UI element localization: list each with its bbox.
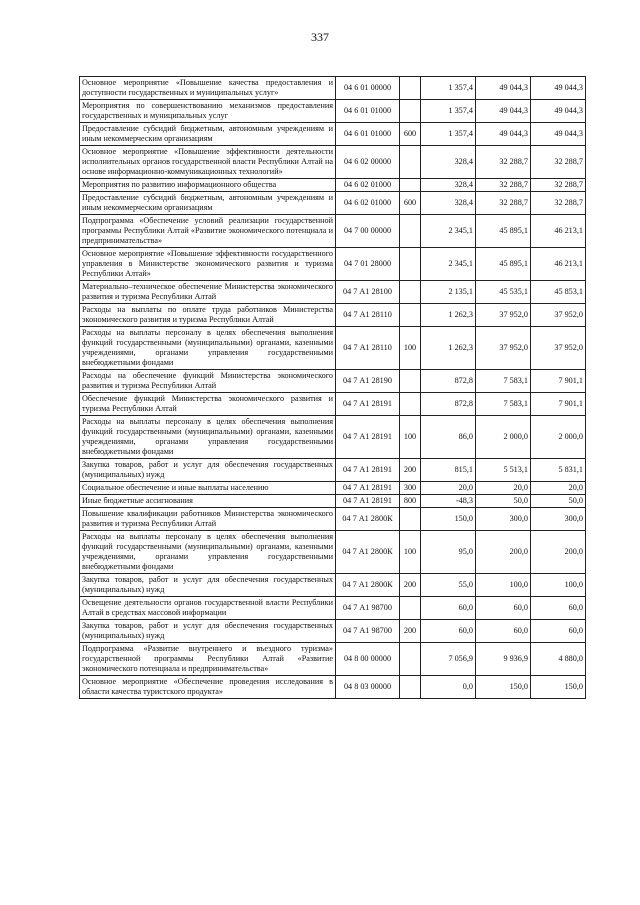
- row-expense-type-cell: [400, 215, 421, 248]
- row-code-cell: 04 7 А1 28191: [336, 393, 400, 416]
- row-code-cell: 04 7 А1 28191: [336, 495, 400, 508]
- row-code-cell: 04 7 А1 28100: [336, 281, 400, 304]
- table-row: [80, 531, 586, 574]
- row-amount-year1-cell: 1 357,4: [421, 123, 476, 146]
- row-amount-year2-cell: 300,0: [476, 508, 531, 531]
- row-code-cell: 04 7 А1 28191: [336, 459, 400, 482]
- row-amount-year2-cell: 49 044,3: [476, 123, 531, 146]
- row-name-cell: Основное мероприятие «Повышение эффективности деятельности исполнительных органов государственной власти Республики Алтай на основе информационно-коммуникационных технологий»: [80, 146, 336, 179]
- row-amount-year3-cell: 60,0: [531, 620, 586, 643]
- row-name-cell: Освещение деятельности органов государственной власти Республики Алтай в средствах массовой информации: [80, 597, 336, 620]
- row-amount-year3-cell: 2 000,0: [531, 416, 586, 459]
- row-code-cell: 04 7 00 00000: [336, 215, 400, 248]
- row-amount-year3-cell: 60,0: [531, 597, 586, 620]
- row-expense-type-cell: [400, 179, 421, 192]
- table-row: [80, 146, 586, 179]
- table-row: [80, 215, 586, 248]
- row-amount-year2-cell: 37 952,0: [476, 327, 531, 370]
- row-code-cell: 04 7 А1 28110: [336, 304, 400, 327]
- row-expense-type-cell: [400, 676, 421, 699]
- row-amount-year2-cell: 60,0: [476, 597, 531, 620]
- row-code-cell: 04 7 А1 2800К: [336, 531, 400, 574]
- row-code-cell: 04 6 01 01000: [336, 123, 400, 146]
- row-expense-type-cell: [400, 77, 421, 100]
- row-code-cell: 04 6 02 01000: [336, 179, 400, 192]
- row-amount-year1-cell: 1 262,3: [421, 327, 476, 370]
- row-code-cell: 04 8 03 00000: [336, 676, 400, 699]
- row-code-cell: 04 6 01 00000: [336, 77, 400, 100]
- row-expense-type-cell: 200: [400, 574, 421, 597]
- row-code-cell: 04 6 01 01000: [336, 100, 400, 123]
- row-name-cell: Социальное обеспечение и иные выплаты населению: [80, 482, 336, 495]
- row-amount-year2-cell: 2 000,0: [476, 416, 531, 459]
- row-amount-year2-cell: 32 288,7: [476, 192, 531, 215]
- row-amount-year3-cell: 32 288,7: [531, 146, 586, 179]
- budget-table: [79, 76, 586, 699]
- row-name-cell: Подпрограмма «Развитие внутреннего и въездного туризма» государственной программы Республики Алтай «Развитие экономического потенциала и предпринимательства»: [80, 643, 336, 676]
- row-expense-type-cell: 300: [400, 482, 421, 495]
- row-code-cell: 04 7 А1 2800К: [336, 574, 400, 597]
- row-amount-year2-cell: 37 952,0: [476, 304, 531, 327]
- row-amount-year1-cell: 86,0: [421, 416, 476, 459]
- row-expense-type-cell: [400, 248, 421, 281]
- row-amount-year3-cell: 32 288,7: [531, 192, 586, 215]
- row-code-cell: 04 7 А1 98700: [336, 597, 400, 620]
- row-expense-type-cell: 100: [400, 416, 421, 459]
- table-row: [80, 248, 586, 281]
- row-expense-type-cell: [400, 281, 421, 304]
- row-name-cell: Основное мероприятие «Повышение качества предоставления и доступности государственных и муниципальных услуг»: [80, 77, 336, 100]
- table-row: [80, 192, 586, 215]
- row-code-cell: 04 7 01 28000: [336, 248, 400, 281]
- row-amount-year2-cell: 7 583,1: [476, 370, 531, 393]
- row-amount-year3-cell: 20,0: [531, 482, 586, 495]
- row-amount-year3-cell: 49 044,3: [531, 123, 586, 146]
- row-code-cell: 04 8 00 00000: [336, 643, 400, 676]
- table-row: [80, 508, 586, 531]
- row-amount-year1-cell: 2 345,1: [421, 248, 476, 281]
- row-amount-year3-cell: 4 880,0: [531, 643, 586, 676]
- budget-table-body: [80, 77, 586, 699]
- table-row: [80, 676, 586, 699]
- row-expense-type-cell: [400, 508, 421, 531]
- row-code-cell: 04 7 А1 98700: [336, 620, 400, 643]
- row-amount-year1-cell: 1 357,4: [421, 100, 476, 123]
- row-code-cell: 04 7 А1 28191: [336, 482, 400, 495]
- row-amount-year1-cell: 328,4: [421, 179, 476, 192]
- row-amount-year3-cell: 100,0: [531, 574, 586, 597]
- row-amount-year2-cell: 45 895,1: [476, 248, 531, 281]
- table-row: [80, 393, 586, 416]
- row-amount-year1-cell: -48,3: [421, 495, 476, 508]
- table-row: [80, 416, 586, 459]
- table-row: [80, 179, 586, 192]
- row-amount-year3-cell: 46 213,1: [531, 248, 586, 281]
- row-amount-year1-cell: 872,8: [421, 370, 476, 393]
- row-amount-year3-cell: 7 901,1: [531, 370, 586, 393]
- row-expense-type-cell: [400, 304, 421, 327]
- row-name-cell: Расходы на обеспечение функций Министерства экономического развития и туризма Республики Алтай: [80, 370, 336, 393]
- row-expense-type-cell: [400, 370, 421, 393]
- row-amount-year3-cell: 46 213,1: [531, 215, 586, 248]
- row-amount-year1-cell: 20,0: [421, 482, 476, 495]
- row-expense-type-cell: [400, 643, 421, 676]
- row-expense-type-cell: 600: [400, 192, 421, 215]
- row-amount-year2-cell: 49 044,3: [476, 100, 531, 123]
- row-amount-year2-cell: 49 044,3: [476, 77, 531, 100]
- row-amount-year1-cell: 60,0: [421, 597, 476, 620]
- row-amount-year3-cell: 37 952,0: [531, 304, 586, 327]
- row-expense-type-cell: 800: [400, 495, 421, 508]
- page-number: 337: [311, 30, 329, 44]
- row-amount-year2-cell: 50,0: [476, 495, 531, 508]
- row-amount-year1-cell: 55,0: [421, 574, 476, 597]
- row-name-cell: Иные бюджетные ассигнования: [80, 495, 336, 508]
- row-amount-year2-cell: 20,0: [476, 482, 531, 495]
- row-amount-year1-cell: 872,8: [421, 393, 476, 416]
- table-row: [80, 77, 586, 100]
- row-amount-year3-cell: 45 853,1: [531, 281, 586, 304]
- row-amount-year2-cell: 9 936,9: [476, 643, 531, 676]
- row-amount-year1-cell: 7 056,9: [421, 643, 476, 676]
- row-expense-type-cell: 200: [400, 620, 421, 643]
- row-amount-year2-cell: 45 535,1: [476, 281, 531, 304]
- row-expense-type-cell: 100: [400, 327, 421, 370]
- row-amount-year2-cell: 200,0: [476, 531, 531, 574]
- row-name-cell: Закупка товаров, работ и услуг для обеспечения государственных (муниципальных) нужд: [80, 620, 336, 643]
- row-name-cell: Подпрограмма «Обеспечение условий реализации государственной программы Республики Алтай «Развитие экономического потенциала и предпринимательства»: [80, 215, 336, 248]
- row-name-cell: Мероприятия по совершенствованию механизмов предоставления государственных и муниципальных услуг: [80, 100, 336, 123]
- row-amount-year1-cell: 60,0: [421, 620, 476, 643]
- row-amount-year3-cell: 150,0: [531, 676, 586, 699]
- row-amount-year2-cell: 100,0: [476, 574, 531, 597]
- row-name-cell: Основное мероприятие «Повышение эффективности государственного управления в Министерстве экономического развития и туризма Республики Алтай»: [80, 248, 336, 281]
- row-amount-year3-cell: 7 901,1: [531, 393, 586, 416]
- table-row: [80, 327, 586, 370]
- table-row: [80, 370, 586, 393]
- row-code-cell: 04 7 А1 28110: [336, 327, 400, 370]
- row-amount-year2-cell: 7 583,1: [476, 393, 531, 416]
- row-amount-year2-cell: 5 513,1: [476, 459, 531, 482]
- row-name-cell: Предоставление субсидий бюджетным, автономным учреждениям и иным некоммерческим организациям: [80, 192, 336, 215]
- row-amount-year3-cell: 49 044,3: [531, 77, 586, 100]
- row-amount-year2-cell: 150,0: [476, 676, 531, 699]
- table-row: [80, 597, 586, 620]
- table-row: [80, 643, 586, 676]
- row-name-cell: Закупка товаров, работ и услуг для обеспечения государственных (муниципальных) нужд: [80, 459, 336, 482]
- row-expense-type-cell: [400, 146, 421, 179]
- row-amount-year3-cell: 200,0: [531, 531, 586, 574]
- row-code-cell: 04 7 А1 2800К: [336, 508, 400, 531]
- row-amount-year3-cell: 300,0: [531, 508, 586, 531]
- row-code-cell: 04 7 А1 28190: [336, 370, 400, 393]
- row-amount-year2-cell: 60,0: [476, 620, 531, 643]
- row-expense-type-cell: 200: [400, 459, 421, 482]
- row-amount-year1-cell: 1 357,4: [421, 77, 476, 100]
- row-amount-year1-cell: 328,4: [421, 192, 476, 215]
- row-expense-type-cell: [400, 100, 421, 123]
- row-expense-type-cell: [400, 597, 421, 620]
- row-name-cell: Расходы на выплаты по оплате труда работников Министерства экономического развития и туризма Республики Алтай: [80, 304, 336, 327]
- row-expense-type-cell: 600: [400, 123, 421, 146]
- row-code-cell: 04 7 А1 28191: [336, 416, 400, 459]
- row-amount-year1-cell: 0,0: [421, 676, 476, 699]
- row-amount-year3-cell: 37 952,0: [531, 327, 586, 370]
- table-row: [80, 100, 586, 123]
- row-amount-year2-cell: 32 288,7: [476, 146, 531, 179]
- row-amount-year3-cell: 5 831,1: [531, 459, 586, 482]
- row-name-cell: Основное мероприятие «Обеспечение проведения исследования в области качества туристского продукта»: [80, 676, 336, 699]
- row-code-cell: 04 6 02 01000: [336, 192, 400, 215]
- row-expense-type-cell: [400, 393, 421, 416]
- row-amount-year2-cell: 45 895,1: [476, 215, 531, 248]
- table-row: [80, 123, 586, 146]
- row-name-cell: Предоставление субсидий бюджетным, автономным учреждениям и иным некоммерческим организациям: [80, 123, 336, 146]
- row-amount-year3-cell: 50,0: [531, 495, 586, 508]
- row-name-cell: Мероприятия по развитию информационного общества: [80, 179, 336, 192]
- row-code-cell: 04 6 02 00000: [336, 146, 400, 179]
- row-name-cell: Обеспечение функций Министерства экономического развития и туризма Республики Алтай: [80, 393, 336, 416]
- row-amount-year1-cell: 150,0: [421, 508, 476, 531]
- row-name-cell: Повышение квалификации работников Министерства экономического развития и туризма Республики Алтай: [80, 508, 336, 531]
- table-row: [80, 620, 586, 643]
- row-name-cell: Расходы на выплаты персоналу в целях обеспечения выполнения функций государственными (муниципальными) органами, казенными учреждениями, органами управления государственными внебюджетными фондами: [80, 327, 336, 370]
- row-amount-year1-cell: 2 135,1: [421, 281, 476, 304]
- row-name-cell: Расходы на выплаты персоналу в целях обеспечения выполнения функций государственными (муниципальными) органами, казенными учреждениями, органами управления государственными внебюджетными фондами: [80, 416, 336, 459]
- table-row: [80, 495, 586, 508]
- row-amount-year1-cell: 95,0: [421, 531, 476, 574]
- row-name-cell: Материально–техническое обеспечение Министерства экономического развития и туризма Республики Алтай: [80, 281, 336, 304]
- row-name-cell: Расходы на выплаты персоналу в целях обеспечения выполнения функций государственными (муниципальными) органами, казенными учреждениями, органами управления государственными внебюджетными фондами: [80, 531, 336, 574]
- row-amount-year1-cell: 815,1: [421, 459, 476, 482]
- row-amount-year2-cell: 32 288,7: [476, 179, 531, 192]
- table-row: [80, 281, 586, 304]
- table-row: [80, 459, 586, 482]
- row-amount-year1-cell: 2 345,1: [421, 215, 476, 248]
- table-row: [80, 574, 586, 597]
- table-row: [80, 482, 586, 495]
- row-amount-year1-cell: 328,4: [421, 146, 476, 179]
- row-name-cell: Закупка товаров, работ и услуг для обеспечения государственных (муниципальных) нужд: [80, 574, 336, 597]
- row-amount-year3-cell: 49 044,3: [531, 100, 586, 123]
- row-amount-year3-cell: 32 288,7: [531, 179, 586, 192]
- row-amount-year1-cell: 1 262,3: [421, 304, 476, 327]
- table-row: [80, 304, 586, 327]
- row-expense-type-cell: 100: [400, 531, 421, 574]
